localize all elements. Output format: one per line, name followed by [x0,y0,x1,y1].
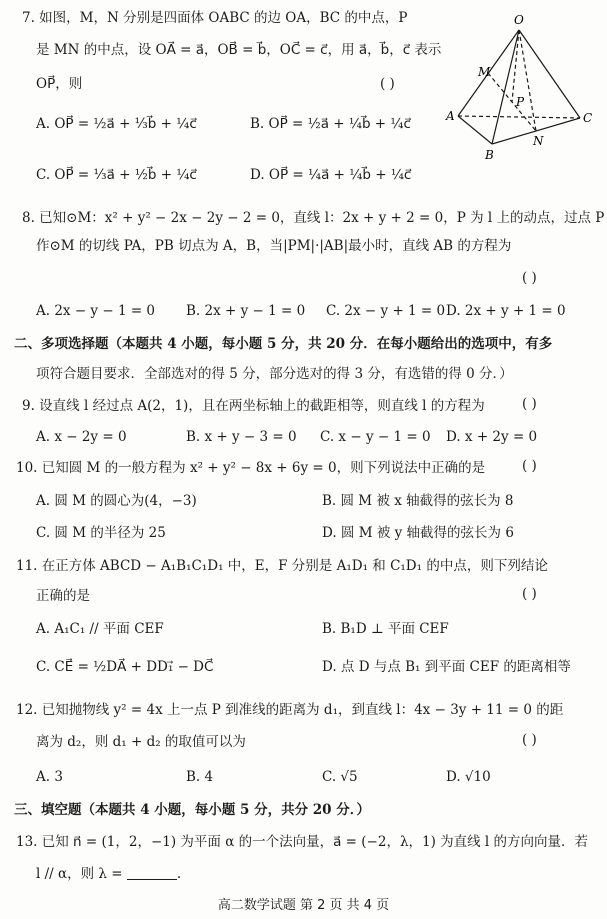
q12-line2: 离为 d₂，则 d₁ + d₂ 的取值可以为 [36,734,246,750]
label-c: C [583,111,593,125]
q11-line2: 正确的是 [36,588,90,604]
page-footer: 高二数学试题 第 2 页 共 4 页 [217,898,390,913]
q8-option-b: B. 2x + y − 1 = 0 [186,303,306,319]
tetrahedron-figure [442,4,602,164]
label-n: N [533,134,544,148]
q8-option-a: A. 2x − y − 1 = 0 [36,303,156,319]
q9-option-a: A. x − 2y = 0 [36,429,127,445]
q9-option-b: B. x + y − 3 = 0 [186,429,297,445]
q7-option-d: D. OP⃗ = ¼a⃗ + ¼b⃗ + ¼c⃗ [250,167,412,183]
q11-option-b: B. B₁D ⊥ 平面 CEF [322,621,449,637]
label-o: O [514,13,524,27]
edge-on-hidden [519,30,536,131]
q11-option-d: D. 点 D 与点 B₁ 到平面 CEF 的距离相等 [322,659,571,675]
q12-option-b: B. 4 [186,769,214,785]
q7-line3: OP⃗，则 [36,76,83,92]
q10-option-c: C. 圆 M 的半径为 25 [36,525,166,541]
segment-op-hidden [512,30,519,102]
section2-heading-line1: 二、多项选择题（本题共 4 小题，每小题 5 分，共 20 分．在每小题给出的选项中，有多 [14,336,553,352]
q13-line2-text: l // α，则 λ = [36,866,127,882]
edge-ob [492,30,519,144]
edge-ac-hidden [458,116,580,118]
q12-option-d: D. √10 [446,769,491,785]
q13-line1: 13. 已知 n⃗ = (1，2，−1) 为平面 α 的一个法向量，a⃗ = (−2，λ，1) 为直线 l 的方向向量．若 [16,834,589,850]
q9-line1: 9. 设直线 l 经过点 A(2，1)，且在两坐标轴上的截距相等，则直线 l 的方程为 [22,398,485,414]
section3-heading: 三、填空题（本题共 4 小题，每小题 5 分，共分 20 分．） [14,802,371,818]
q7-answer-paren: ( ) [380,76,395,92]
q8-answer-paren: ( ) [522,270,537,286]
q7-option-b: B. OP⃗ = ½a⃗ + ¼b⃗ + ¼c⃗ [250,116,411,132]
q12-option-c: C. √5 [322,769,358,785]
q9-option-d: D. x + 2y = 0 [446,429,538,445]
q13-line2: l // α，则 λ = . [36,866,182,882]
q8-option-c: C. 2x − y + 1 = 0 [326,303,446,319]
q7-option-c: C. OP⃗ = ⅓a⃗ + ½b⃗ + ¼c⃗ [36,167,197,183]
q11-answer-paren: ( ) [522,586,537,602]
q10-line1: 10. 已知圆 M 的一般方程为 x² + y² − 8x + 6y = 0，则下列说法中正确的是 [16,460,486,476]
q7-line2: 是 MN 的中点，设 OA⃗ = a⃗，OB⃗ = b⃗，OC⃗ = c⃗，用 a⃗，b⃗，c⃗ 表示 [36,42,442,58]
q12-option-a: A. 3 [36,769,63,785]
q10-option-b: B. 圆 M 被 x 轴截得的弦长为 8 [322,493,514,509]
q8-line1: 8. 已知⊙M：x² + y² − 2x − 2y − 2 = 0，直线 l：2x + y + 2 = 0，P 为 l 上的动点，过点 P [22,210,605,226]
label-b: B [485,148,494,162]
label-p: P [516,95,525,109]
q8-line2: 作⊙M 的切线 PA，PB 切点为 A，B，当|PM|·|AB|最小时，直线 AB 的方程为 [36,238,512,254]
q7-line1: 7. 如图，M，N 分别是四面体 OABC 的边 OA，BC 的中点，P [22,10,408,26]
q10-option-a: A. 圆 M 的圆心为(4，−3) [36,493,197,509]
edge-oc [519,30,580,118]
q10-option-d: D. 圆 M 被 y 轴截得的弦长为 6 [322,525,514,541]
label-m: M [478,65,491,79]
q12-line1: 12. 已知抛物线 y² = 4x 上一点 P 到准线的距离为 d₁，到直线 l：4x − 3y + 11 = 0 的距 [16,702,564,718]
q8-option-d: D. 2x + y + 1 = 0 [446,303,566,319]
q12-answer-paren: ( ) [522,732,537,748]
q13-answer-blank[interactable] [127,865,177,880]
q11-line1: 11. 在正方体 ABCD − A₁B₁C₁D₁ 中，E，F 分别是 A₁D₁ 和 C₁D₁ 的中点，则下列结论 [16,558,548,574]
q10-answer-paren: ( ) [522,458,537,474]
section2-heading-line2: 项符合题目要求．全部选对的得 5 分，部分选对的得 3 分，有选错的得 0 分．） [36,366,513,382]
q11-option-a: A. A₁C₁ // 平面 CEF [36,621,164,637]
q11-option-c: C. CE⃗ = ½DA⃗ + DD₁⃗ − DC⃗ [36,659,214,675]
q9-option-c: C. x − y − 1 = 0 [320,429,431,445]
label-a: A [446,109,455,123]
q9-answer-paren: ( ) [522,396,537,412]
q7-option-a: A. OP⃗ = ½a⃗ + ⅓b⃗ + ¼c⃗ [36,116,197,132]
edge-ab [458,116,492,144]
